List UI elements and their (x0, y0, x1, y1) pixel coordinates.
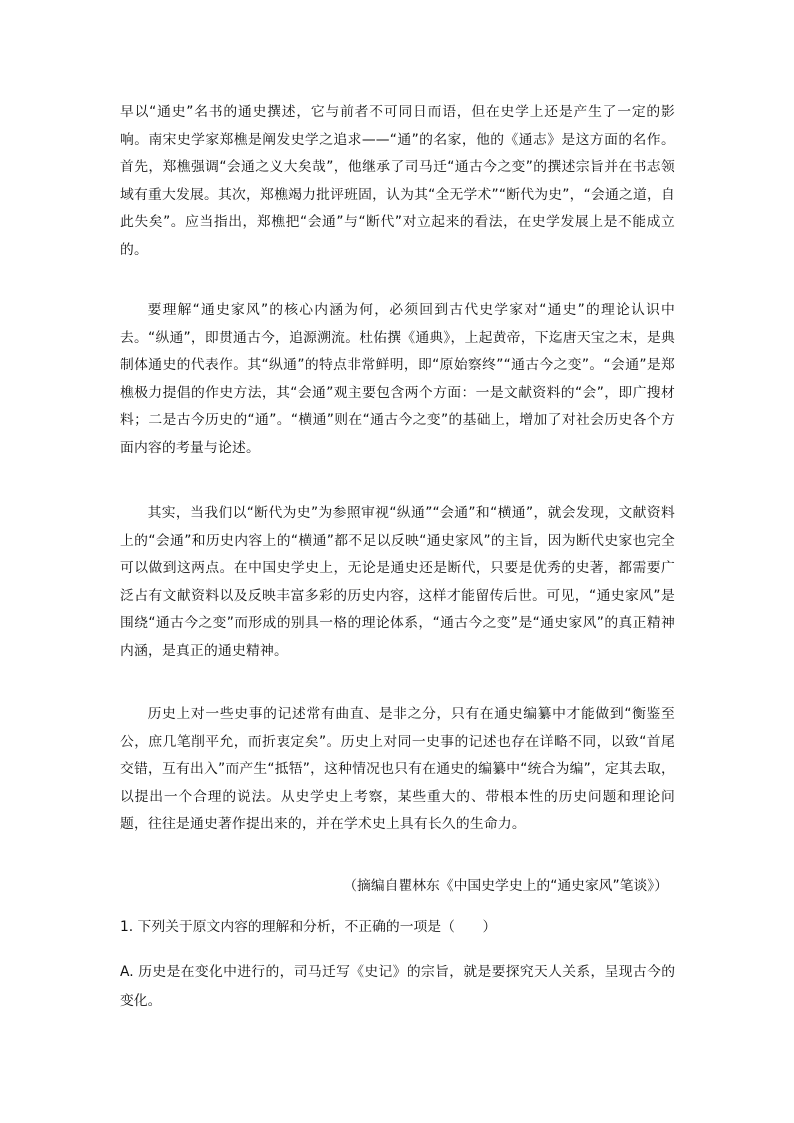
source-citation: （摘编自瞿林东《中国史学史上的“通史家风”笔谈》） (343, 878, 668, 894)
paragraph-1: 早以“通史”名书的通史撰述，它与前者不可同日而语，但在史学上还是产生了一定的影响。南宋史学家郑樵是阐发史学之追求——“通”的名家，他的《通志》是这方面的名作。首先，郑樵强调“会通之义大矣哉”，他继承了司马迁“通古今之变”的撰述宗旨并在书志领域有重大发展。其次，郑樵竭力批评班固，认为其“全无学术”“断代为史”，“会通之道，自此失矣”。应当指出，郑樵把“会通”与“断代”对立起来的看法，在史学发展上是不能成立的。 (120, 104, 675, 258)
paragraph-2: 要理解“通史家风”的核心内涵为何，必须回到古代史学家对“通史”的理论认识中去。“纵通”，即贯通古今，追源溯流。杜佑撰《通典》，上起黄帝，下迄唐天宝之末，是典制体通史的代表作。其“纵通”的特点非常鲜明，即“原始察终”“通古今之变”。“会通”是郑樵极力提倡的作史方法，其“会通”观主要包含两个方面：一是文献资料的“会”，即广搜材料；二是古今历史的“通”。“横通”则在“通古今之变”的基础上，增加了对社会历史各个方面内容的考量与论述。 (120, 302, 675, 456)
question-stem: 1. 下列关于原文内容的理解和分析，不正确的一项是（ ） (120, 919, 497, 935)
question-option-a: A. 历史是在变化中进行的，司马迁写《史记》的宗旨，就是要探究天人关系，呈现古今的变化。 (120, 964, 675, 1009)
paragraph-3: 其实，当我们以“断代为史”为参照审视“纵通”“会通”和“横通”，就会发现，文献资料上的“会通”和历史内容上的“横通”都不足以反映“通史家风”的主旨，因为断代史家也完全可以做到这两点。在中国史学史上，无论是通史还是断代，只要是优秀的史著，都需要广泛占有文献资料以及反映丰富多彩的历史内容，这样才能留传后世。可见，“通史家风”是围绕“通古今之变”而形成的别具一格的理论体系，“通古今之变”是“通史家风”的真正精神内涵，是真正的通史精神。 (120, 505, 675, 659)
paragraph-4: 历史上对一些史事的记述常有曲直、是非之分，只有在通史编纂中才能做到“衡鉴至公，庶几笔削平允，而折衷定矣”。历史上对同一史事的记述也存在详略不同，以致“首尾交错，互有出入”而产生“抵牾”，这种情况也只有在通史的编纂中“统合为编”，定其去取，以提出一个合理的说法。从史学史上考察，某些重大的、带根本性的历史问题和理论问题，往往是通史著作提出来的，并在学术史上具有长久的生命力。 (120, 706, 675, 832)
